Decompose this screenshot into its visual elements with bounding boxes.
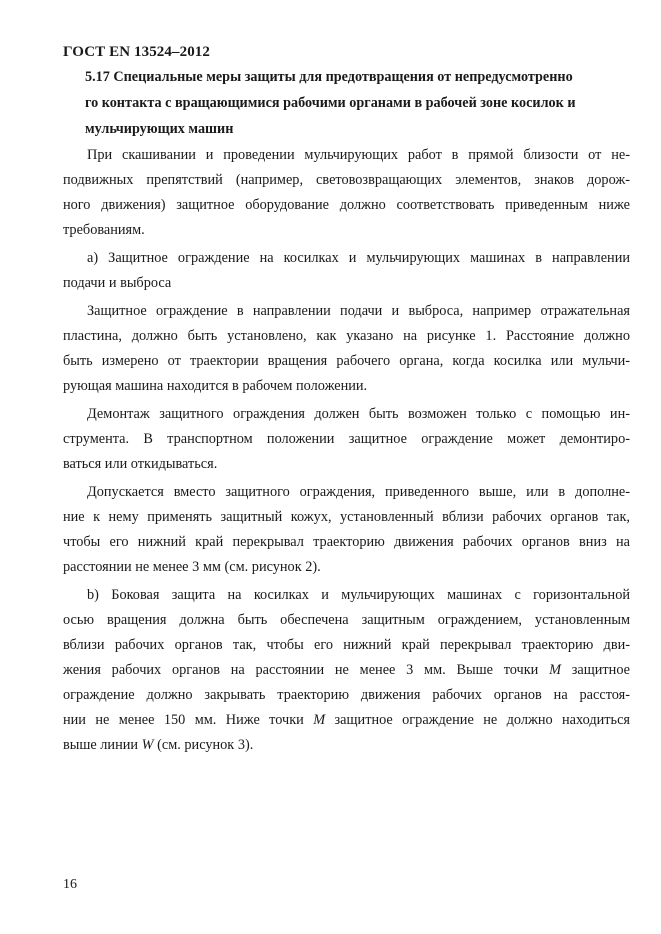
point-m-symbol: M: [549, 662, 562, 678]
text-line: b) Боковая защита на косилках и мульчирующих машинах с горизонтальной: [87, 587, 630, 603]
text-line: подачи и выброса: [63, 275, 172, 291]
text-fragment: нии не менее 150 мм. Ниже точки: [63, 712, 304, 728]
text-line: [63, 733, 630, 758]
text-fragment: защитное: [561, 662, 631, 678]
paragraph-mowing-requirements: [63, 143, 630, 243]
text-line: чтобы его нижний край перекрывал траекторию движения рабочих органов вниз на: [63, 534, 630, 550]
section-heading: [63, 64, 630, 142]
text-line: подвижных препятствий (например, световозвращающих элементов, знаков дорож-: [63, 172, 630, 188]
document-code: ГОСТ EN 13524–2012: [63, 44, 210, 60]
text-fragment: защитное ограждение не должно находиться: [325, 712, 630, 728]
paragraph-protective-cover: [63, 480, 630, 580]
text-line: Защитное ограждение в направлении подачи и выброса, например отражательная: [87, 303, 630, 319]
paragraph-guard-feed-direction: [63, 299, 630, 399]
text-line: ваться или откидываться.: [63, 456, 218, 472]
point-m-symbol: M: [313, 712, 326, 728]
text-line: а) Защитное ограждение на косилках и мульчирующих машинах в направлении: [87, 250, 630, 266]
text-line: вблизи рабочих органов так, чтобы его нижний край перекрывал траекторию дви-: [63, 637, 630, 653]
text-line: требованиям.: [63, 222, 145, 238]
paragraph-item-a: [63, 246, 630, 296]
text-line: быть измерено от траектории вращения рабочего органа, когда косилка или мульчи-: [63, 353, 630, 369]
text-line: [63, 708, 630, 733]
page-number: 16: [63, 877, 77, 892]
heading-line: мульчирующих машин: [85, 121, 234, 137]
line-w-symbol: W: [141, 737, 154, 753]
text-line: осью вращения должна быть обеспечена защитным ограждением, установленным: [63, 612, 630, 628]
text-fragment: выше линии: [63, 737, 139, 753]
text-line: струмента. В транспортном положении защитное ограждение может демонтиро-: [63, 431, 630, 447]
heading-line: го контакта с вращающимися рабочими органами в рабочей зоне косилок и: [85, 95, 576, 111]
heading-line: 5.17 Специальные меры защиты для предотвращения от непредусмотренно: [85, 69, 573, 85]
text-line: рующая машина находится в рабочем положении.: [63, 378, 368, 394]
paragraph-item-b: [63, 583, 630, 758]
text-line: пластина, должно быть установлено, как указано на рисунке 1. Расстояние должно: [63, 328, 630, 344]
text-line: расстоянии не менее 3 мм (см. рисунок 2).: [63, 559, 321, 575]
text-line: Допускается вместо защитного ограждения, приведенного выше, или в дополне-: [87, 484, 630, 500]
text-fragment: (см. рисунок 3).: [153, 737, 254, 753]
text-line: ного движения) защитное оборудование должно соответствовать приведенным ниже: [63, 197, 630, 213]
text-line: При скашивании и проведении мульчирующих работ в прямой близости от не-: [87, 147, 630, 163]
paragraph-guard-removal: [63, 402, 630, 477]
body-text: [63, 143, 630, 758]
text-line: ние к нему применять защитный кожух, установленный вблизи рабочих органов так,: [63, 509, 630, 525]
text-line: [63, 658, 630, 683]
text-fragment: жения рабочих органов на расстоянии не менее 3 мм. Выше точки: [63, 662, 539, 678]
text-line: ограждение должно закрывать траекторию движения рабочих органов на расстоя-: [63, 687, 630, 703]
text-line: Демонтаж защитного ограждения должен быть возможен только с помощью ин-: [87, 406, 630, 422]
